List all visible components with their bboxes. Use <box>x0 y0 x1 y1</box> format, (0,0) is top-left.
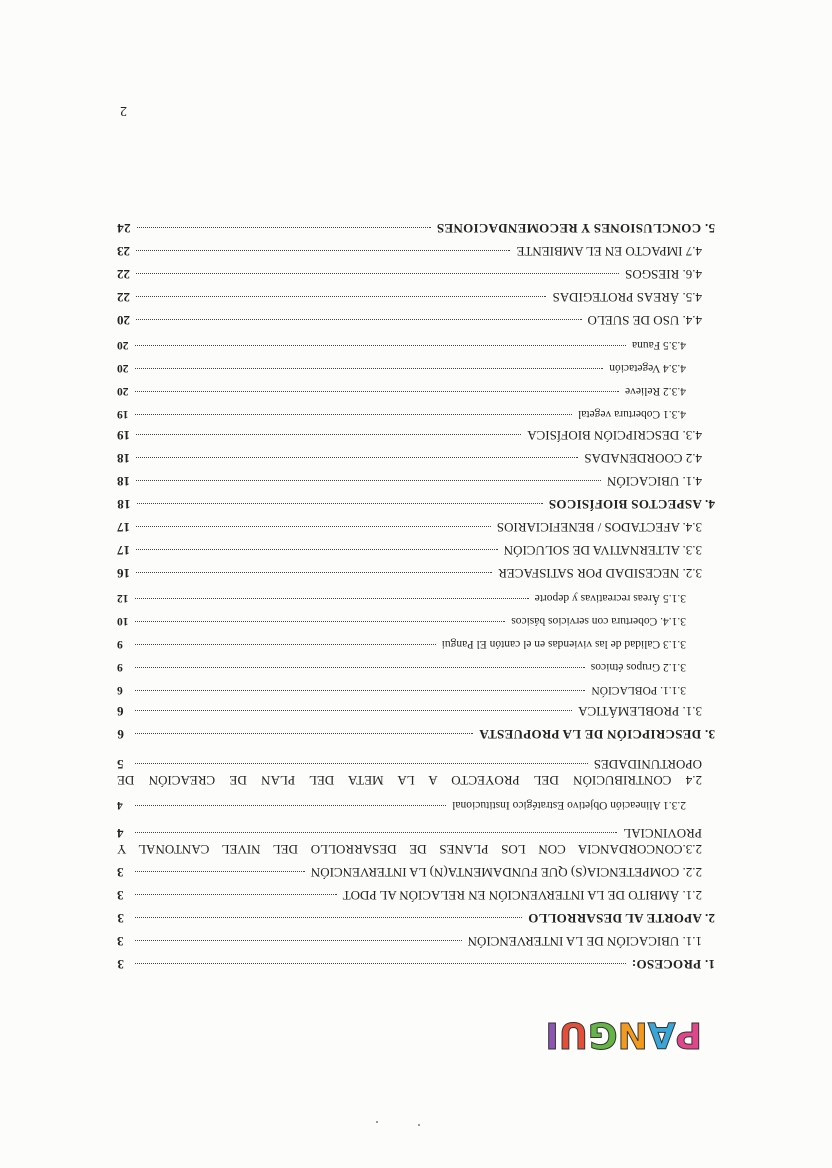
dot-leader <box>135 598 529 599</box>
toc-entry[interactable] <box>117 305 715 328</box>
toc-entry[interactable] <box>117 811 715 857</box>
dot-leader <box>135 733 473 734</box>
dot-leader <box>135 917 522 918</box>
toc-page-number: 22 <box>117 290 130 305</box>
dot-leader <box>135 391 619 392</box>
toc-entry[interactable] <box>117 443 715 466</box>
toc-entry-label: 2.3.1 Alineación Objetivo Estratégico Institucional <box>452 799 686 811</box>
toc-entry-label: 4.3.1 Cobertura vegetal <box>578 408 686 420</box>
dot-leader <box>135 621 505 622</box>
toc-entry[interactable] <box>117 880 715 903</box>
logo-letter: A <box>647 1014 676 1055</box>
dot-leader <box>135 832 617 833</box>
toc-entry-label: 4.3. DESCRIPCIÓN BIOFÍSICA <box>527 428 702 443</box>
dot-leader <box>137 227 431 228</box>
toc-page-number: 3 <box>117 934 124 949</box>
dot-leader <box>136 296 546 297</box>
toc-entry-label: 2.2. COMPETENCIA(S) QUE FUNDAMENTA(N) LA INTERVENCIÓN <box>310 865 702 880</box>
dot-leader <box>136 250 511 251</box>
toc-page-number: 6 <box>117 684 123 696</box>
scan-specks <box>364 1118 424 1128</box>
dot-leader <box>136 572 492 573</box>
dot-leader <box>137 503 543 504</box>
toc-page-number: 24 <box>117 221 131 236</box>
toc-page-number: 17 <box>117 543 130 558</box>
dot-leader <box>135 690 585 691</box>
toc-page-number: 4 <box>117 826 124 841</box>
toc-page-number: 20 <box>117 313 130 328</box>
toc-page-number: 4 <box>117 799 123 811</box>
toc-entry-label: 4.4. USO DE SUELO <box>587 313 702 328</box>
toc-entry[interactable] <box>117 627 715 650</box>
toc-entry-label: 4.3.5 Fauna <box>632 339 686 351</box>
toc-page-number: 20 <box>117 385 129 397</box>
logo-letter: G <box>588 1014 618 1055</box>
toc-entry-label: 3.1.2 Grupos étnicos <box>590 661 686 673</box>
toc-entry-label: 4.5. ÁREAS PROTEGIDAS <box>552 290 702 305</box>
toc-entry-label: 3.3. ALTERNATIVA DE SOLUCIÓN <box>503 543 702 558</box>
dot-leader <box>136 480 601 481</box>
toc-page-number: 12 <box>117 592 129 604</box>
toc-entry-label: 3.4. AFECTADOS / BENEFICIARIOS <box>496 520 702 535</box>
toc-entry-label: 3.1.4. Cobertura con servicios básicos <box>511 615 686 627</box>
toc-entry[interactable] <box>117 604 715 627</box>
toc-entry[interactable] <box>117 282 715 305</box>
toc-entry-label-continued: OPORTUNIDADES <box>593 757 702 772</box>
toc-entry-label: 2. APORTE AL DESARROLLO <box>527 911 715 926</box>
toc-page-number: 18 <box>117 451 130 466</box>
dot-leader <box>135 710 572 711</box>
toc-entry-label: 2.1. ÁMBITO DE LA INTERVENCIÓN EN RELACIÓN AL PDOT <box>342 888 702 903</box>
toc-page-number: 16 <box>117 566 130 581</box>
toc-page-number: 9 <box>117 638 123 650</box>
toc-entry[interactable] <box>117 558 715 581</box>
toc-entry-label-continued: PROVINCIAL <box>623 826 702 841</box>
toc-entry-label: 4.2 COORDENADAS <box>584 451 702 466</box>
toc-entry[interactable] <box>117 903 715 926</box>
toc-page-number: 3 <box>117 911 124 926</box>
toc-entry-label: 4.3.2 Relieve <box>625 385 686 397</box>
toc-entry-label: 4.6. RIESGOS <box>625 267 702 282</box>
toc-page-number: 17 <box>117 520 130 535</box>
toc-entry-label: 2.4 CONTRIBUCIÓN DEL PROYECTO A LA META DEL PLAN DE CREACIÓN DE <box>117 773 702 788</box>
toc-entry-label: 3.1.1. POBLACIÓN <box>591 684 686 696</box>
toc-page-number: 10 <box>117 615 129 627</box>
dot-leader <box>135 667 585 668</box>
toc-page-number: 5 <box>117 757 124 772</box>
toc-entry[interactable] <box>117 673 715 696</box>
toc-entry[interactable] <box>117 926 715 949</box>
logo-letter: I <box>545 1014 559 1055</box>
dot-leader <box>135 368 603 369</box>
toc-page-number: 18 <box>117 497 131 512</box>
toc-entry[interactable] <box>117 719 715 742</box>
toc-entry[interactable] <box>117 788 715 811</box>
toc-page-number: 19 <box>117 428 130 443</box>
toc-entry[interactable] <box>117 857 715 880</box>
dot-leader <box>135 963 626 964</box>
pangui-logo <box>512 1014 702 1062</box>
dot-leader <box>135 345 626 346</box>
dot-leader <box>136 273 619 274</box>
toc-entry[interactable] <box>117 374 715 397</box>
toc-entry-label: 5. CONCLUSIONES Y RECOMENDACIONES <box>436 221 715 236</box>
toc-entry-label: 3. DESCRIPCIÓN DE LA PROPUESTA <box>479 727 715 742</box>
toc-page-number: 6 <box>117 704 124 719</box>
toc-entry[interactable] <box>117 650 715 673</box>
toc-entry[interactable] <box>117 420 715 443</box>
toc-entry[interactable] <box>117 581 715 604</box>
toc-entry-label: 4.1. UBICACIÓN <box>607 474 702 489</box>
dot-leader <box>136 319 582 320</box>
dot-leader <box>136 457 578 458</box>
toc-entry[interactable] <box>117 489 715 512</box>
toc-page-number: 23 <box>117 244 130 259</box>
toc-page-number: 9 <box>117 661 123 673</box>
toc-entry[interactable] <box>117 696 715 719</box>
toc-entry-label: 1.1. UBICACIÓN DE LA INTERVENCIÓN <box>467 934 702 949</box>
logo-letter: U <box>558 1014 589 1055</box>
page-number: 2 <box>120 103 127 118</box>
toc-entry[interactable] <box>117 742 715 788</box>
toc-page-number: 3 <box>117 865 124 880</box>
dot-leader <box>136 434 521 435</box>
toc-entry[interactable] <box>117 949 715 972</box>
dot-leader <box>135 894 337 895</box>
toc-entry-label: 4.7 IMPACTO EN EL AMBIENTE <box>516 244 702 259</box>
toc-entry[interactable] <box>117 328 715 351</box>
dot-leader <box>135 644 436 645</box>
toc-entry[interactable] <box>117 466 715 489</box>
logo-letter: P <box>675 1014 702 1055</box>
toc-entry-label: 1. PROCESO: <box>631 957 715 972</box>
toc-page-number: 20 <box>117 339 129 351</box>
toc-entry-label: 3.1.3 Calidad de las viviendas en el cantón El Pangui <box>441 638 686 650</box>
logo-letter: N <box>617 1014 648 1055</box>
toc-entry[interactable] <box>117 512 715 535</box>
dot-leader <box>135 805 446 806</box>
toc-entry-label: 3.1. PROBLEMÁTICA <box>578 704 702 719</box>
toc-entry-label: 3.2. NECESIDAD POR SATISFACER <box>498 566 702 581</box>
toc-page-number: 6 <box>117 727 124 742</box>
toc-entry-label: 2.3.CONCORDANCIA CON LOS PLANES DE DESARROLLO DEL NIVEL CANTONAL Y <box>117 842 702 857</box>
toc-page-number: 18 <box>117 474 130 489</box>
toc-page-number: 22 <box>117 267 130 282</box>
toc-page-number: 3 <box>117 957 124 972</box>
toc-entry[interactable] <box>117 397 715 420</box>
toc-entry-label: 4. ASPECTOS BIOFÍSICOS <box>548 497 715 512</box>
toc-page-number: 19 <box>117 408 129 420</box>
toc-page-number: 3 <box>117 888 124 903</box>
table-of-contents <box>117 213 715 972</box>
toc-page-number: 20 <box>117 362 129 374</box>
dot-leader <box>135 940 462 941</box>
dot-leader <box>136 549 498 550</box>
dot-leader <box>135 763 588 764</box>
dot-leader <box>136 526 491 527</box>
toc-entry[interactable] <box>117 351 715 374</box>
toc-entry[interactable] <box>117 236 715 259</box>
toc-entry[interactable] <box>117 259 715 282</box>
toc-entry-label: 3.1.5 Áreas recreativas y deporte <box>534 592 686 604</box>
toc-entry-label: 4.3.4 Vegetación <box>609 362 686 374</box>
toc-entry[interactable] <box>117 213 715 236</box>
dot-leader <box>135 871 305 872</box>
toc-entry[interactable] <box>117 535 715 558</box>
dot-leader <box>135 414 572 415</box>
